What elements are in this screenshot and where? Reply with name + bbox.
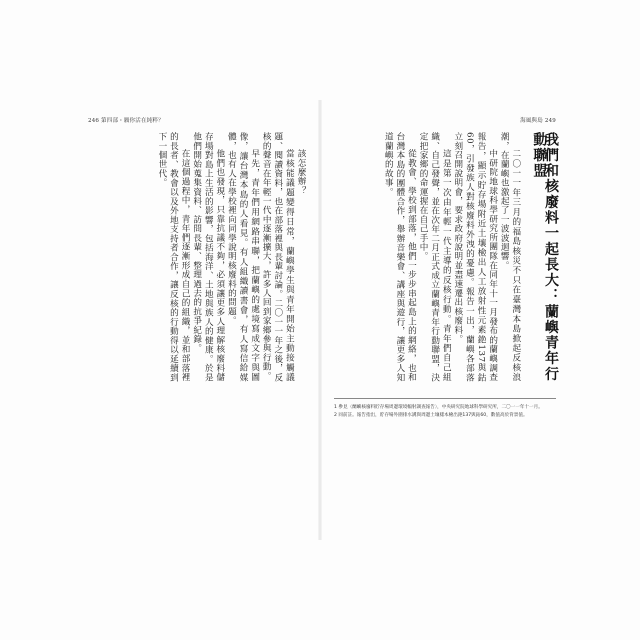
right-body-text [334,132,559,382]
right-paragraph: 這是第一次由年輕一代主導的反核行動。青年們自己組織、自己發聲，並在次年二月正式成立蘭嶼青年行動聯盟，決定把家鄉的命運握在自己手中。 [418,132,452,382]
book-gutter [318,100,322,540]
footnote: 2 同前註。報告指出，貯存場外圍排水溝與周邊土壤樣本檢出銫137與鈷60，數值高於背景值。 [334,413,528,418]
left-page [88,108,306,538]
footnote: 1 參見〈蘭嶼核廢料貯存場周邊環境輻射調查報告〉，中央研究院地球科學研究所，二〇一一年十一月。 [334,405,543,410]
left-body-text [88,132,306,382]
right-paragraph: 二〇一一年三月的福島核災不只在臺灣本島掀起反核浪潮，在蘭嶼也激起了一波波迴響。 [499,132,521,382]
left-running-head: 246 第四部・願你活在純粹？ [88,118,164,124]
left-paragraph: 在這個過程中，青年們逐漸形成自己的組織，並和部落裡的長者、教會以及外地支持者合作，讓反核的行動得以延續到下一個世代。 [156,132,191,382]
right-running-head: 海風與島 249 [520,118,556,124]
footnotes [334,404,556,420]
right-paragraph: 從教會、學校到部落，他們一步步串起島上的網絡，也和台灣本島的團體合作，舉辦音樂會、講座與遊行，讓更多人知道蘭嶼的故事。 [383,132,417,382]
left-paragraph: 早先，青年們用網路串聯，把蘭嶼的處境寫成文字與圖像，讓台灣本島的人看見。有人組織讀書會，有人寫信給媒體，也有人在學校裡向同學說明核廢料的問題。 [226,132,260,382]
right-page [334,108,559,538]
right-paragraph: 中研院地球科學研究所團隊在同年十一月發布的蘭嶼調查報告，顯示貯存場附近土壤檢出人工放射性元素銫137與鈷60，引發族人對核廢料外洩的憂慮。報告一出，蘭嶼各部落立刻召開說明會，要求政府說明並盡速遷出核廢料。 [452,132,498,382]
chapter-title: 我們和核廢料一起長大：蘭嶼青年行動聯盟 [531,132,559,382]
left-paragraph: 他們也發現，只靠抗議不夠，必須讓更多人理解核廢料儲存場對島上生活的影響，包括海洋、土地與族人的健康。於是他們開始蒐集資料、訪問長輩、整理過去的抗爭紀錄。 [191,132,225,382]
left-paragraph: 當核能議題變得日常，蘭嶼學生與青年開始主動接觸議題、閱讀資料，也在部落裡與長輩討論。二〇一一年之後，反核的聲音在年輕一代中逐漸擴大，許多人回到家鄉參與行動。 [261,132,295,382]
left-paragraph: 該怎麼辦？ [296,149,306,196]
footnote-divider [334,398,556,399]
